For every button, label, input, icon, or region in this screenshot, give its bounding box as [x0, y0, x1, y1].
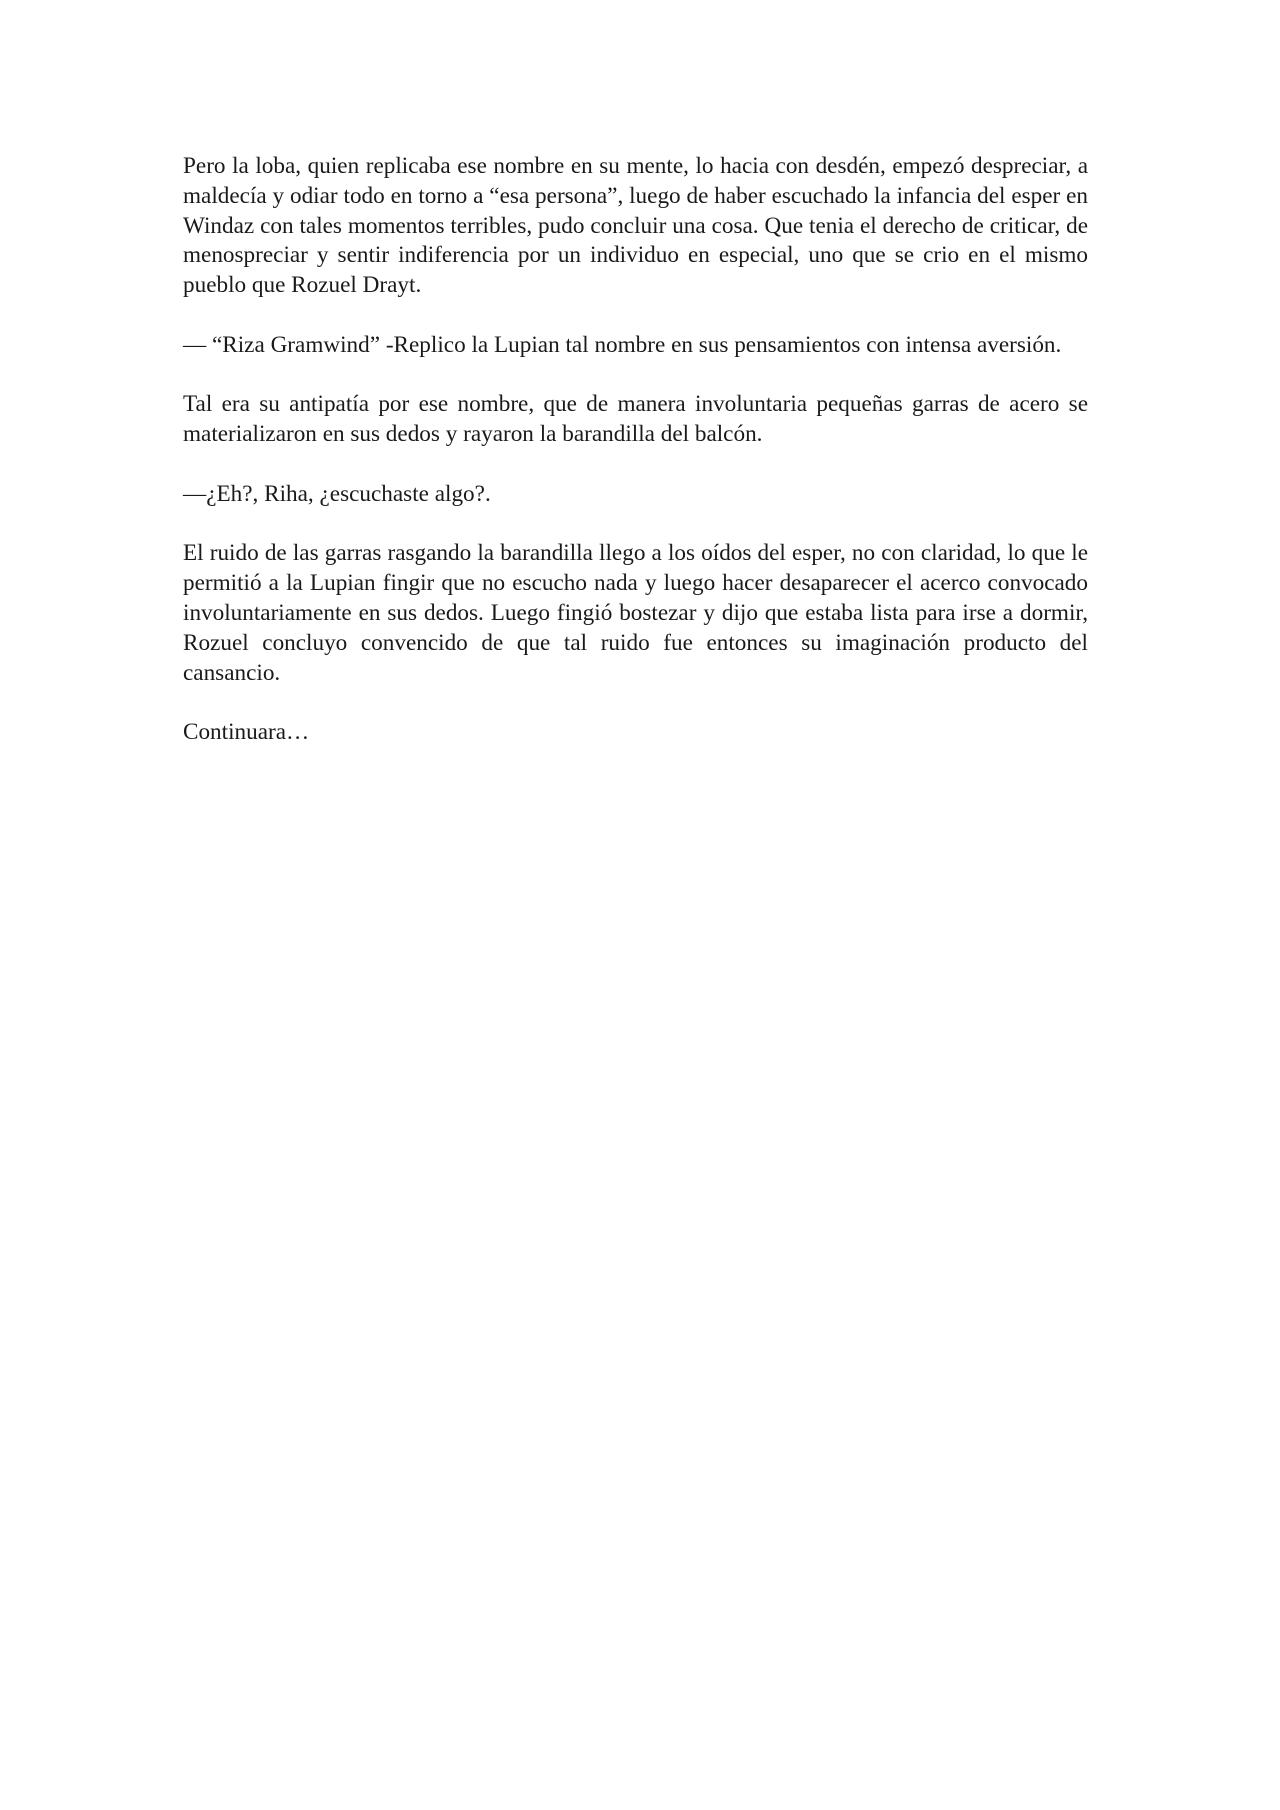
paragraph-1: Pero la loba, quien replicaba ese nombre en su mente, lo hacia con desdén, empezó despreciar, a maldecía y odiar todo en torno a “esa persona”, luego de haber escuchado la infancia del esper en Windaz con tales momentos terribles, pudo concluir una cosa. Que tenia el derecho de criticar, de menospreciar y sentir indiferencia por un individuo en especial, uno que se crio en el mismo pueblo que Rozuel Drayt.	[183, 153, 1088, 299]
paragraph-5: El ruido de las garras rasgando la barandilla llego a los oídos del esper, no con claridad, lo que le permitió a la Lupian fingir que no escucho nada y luego hacer desaparecer el acerco convocado involuntariamente en sus dedos. Luego fingió bostezar y dijo que estaba lista para irse a dormir, Rozuel concluyo convencido de que tal ruido fue entonces su imaginación producto del cansancio.	[183, 540, 1088, 686]
paragraph-3: Tal era su antipatía por ese nombre, que de manera involuntaria pequeñas garras de acero se materializaron en sus dedos y rayaron la barandilla del balcón.	[183, 391, 1088, 448]
paragraph-4: —¿Eh?, Riha, ¿escuchaste algo?.	[183, 480, 491, 507]
document-body	[183, 152, 1088, 778]
paragraph-2: — “Riza Gramwind” -Replico la Lupian tal nombre en sus pensamientos con intensa aversión.	[183, 331, 1062, 358]
paragraph-6: Continuara…	[183, 719, 310, 746]
